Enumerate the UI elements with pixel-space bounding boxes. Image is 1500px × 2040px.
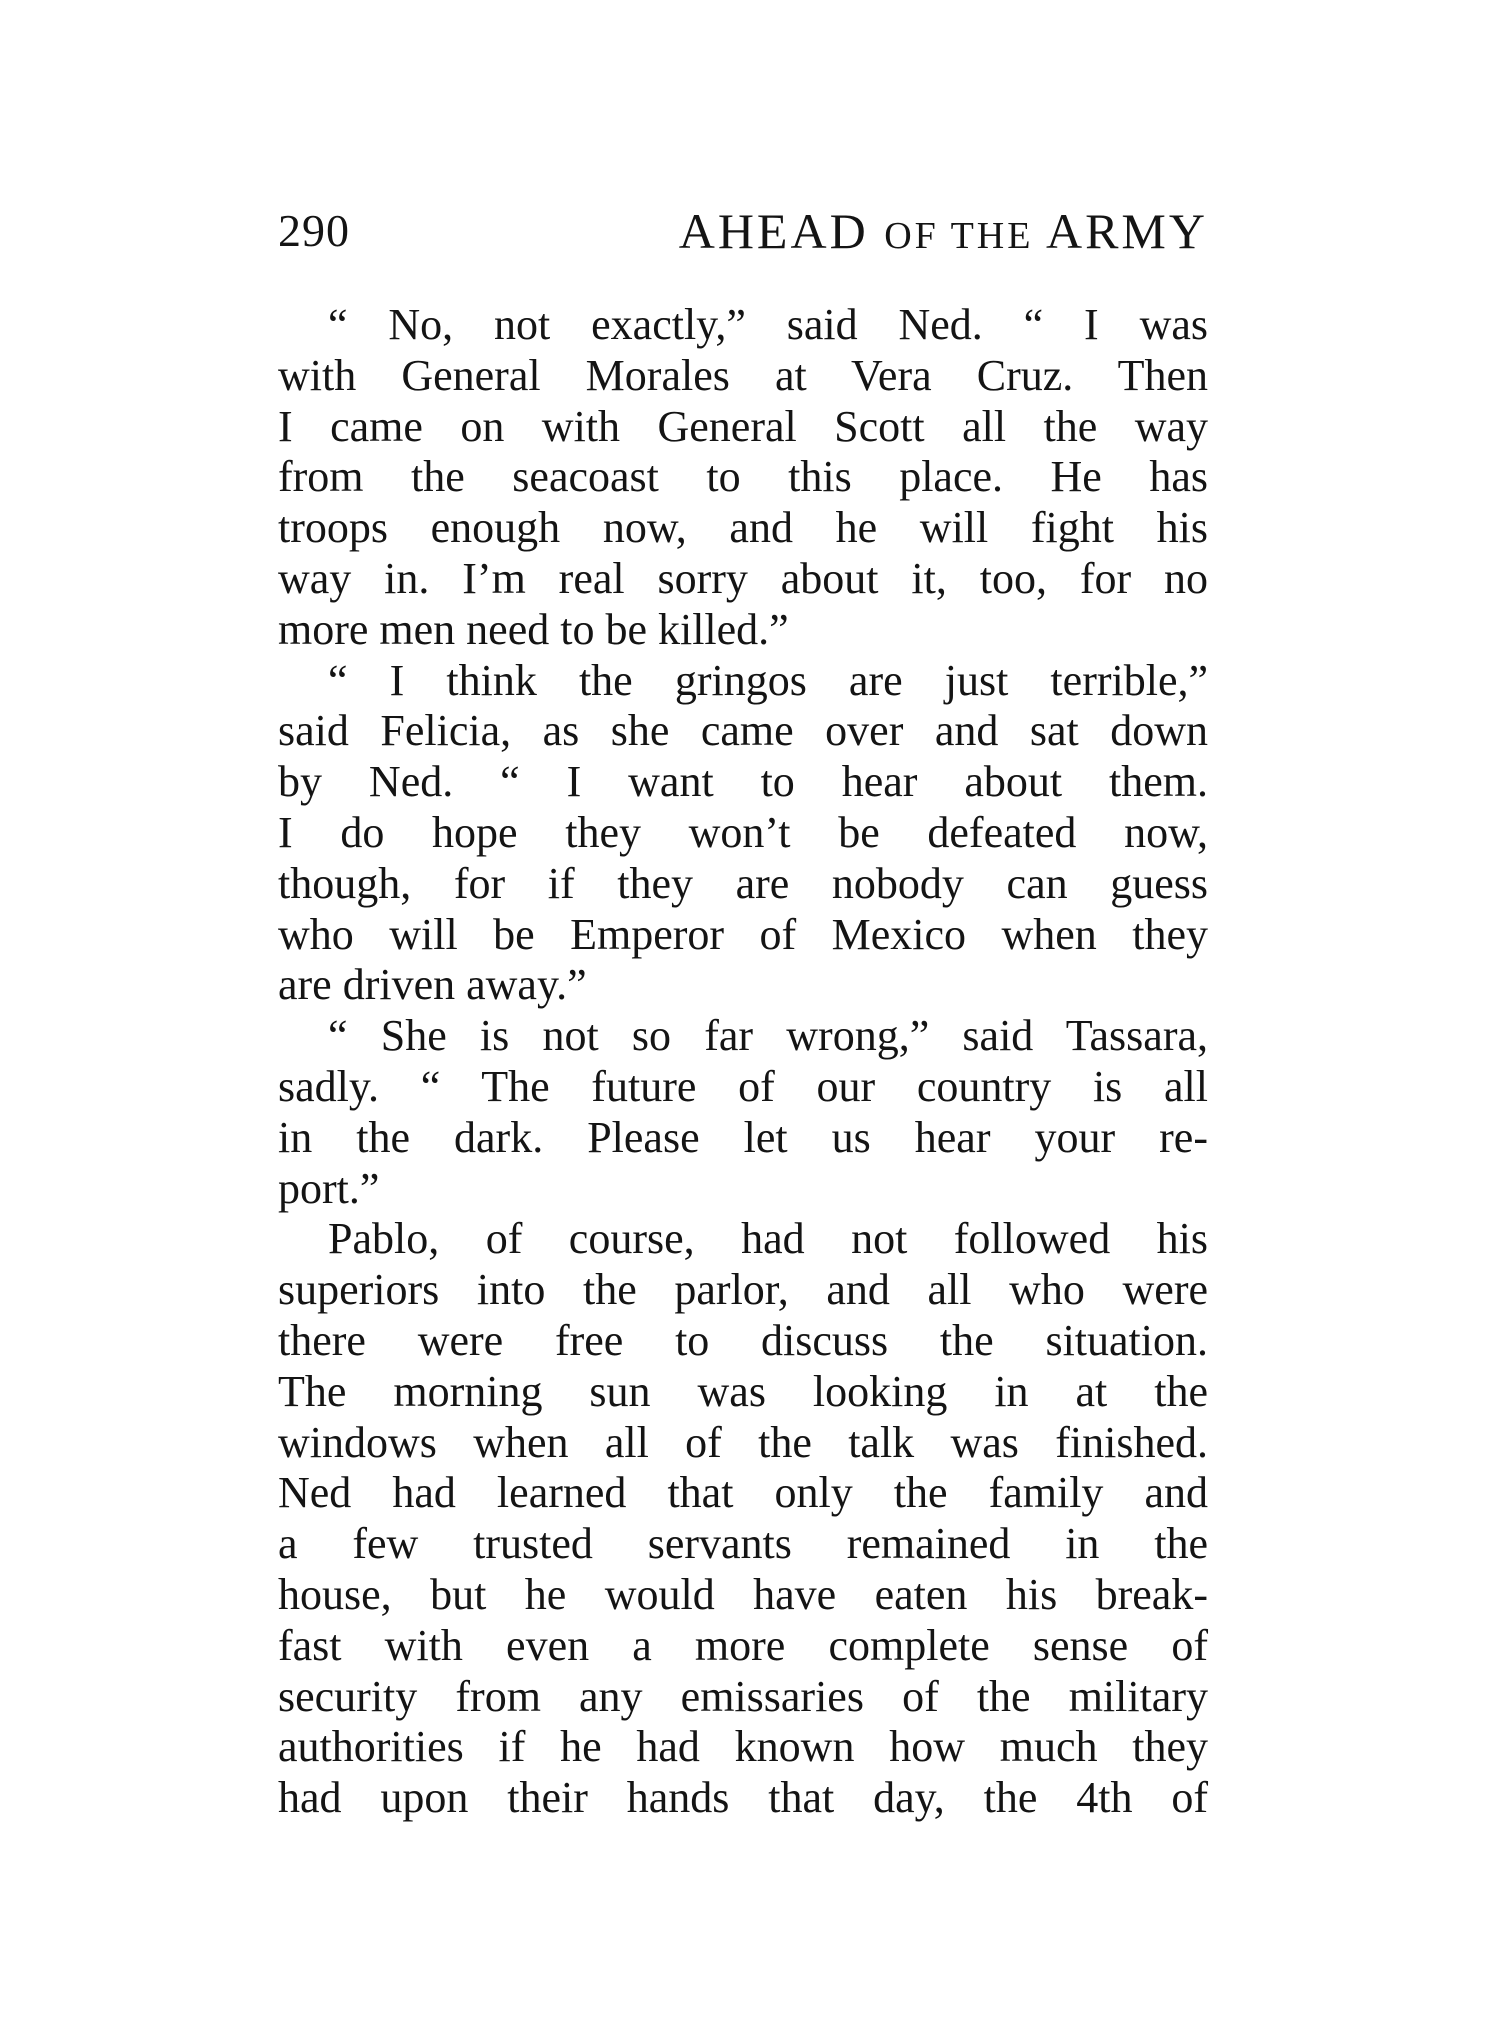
text-line: port.”	[278, 1163, 380, 1213]
paragraph	[278, 1011, 1208, 1214]
text-line: “ No, not exactly,” said Ned. “ I was	[328, 300, 1208, 349]
text-line: though, for if they are nobody can guess	[278, 858, 1208, 908]
paragraph	[278, 300, 1208, 656]
text-line: “ She is not so far wrong,” said Tassara,	[328, 1011, 1208, 1061]
text-line: authorities if he had known how much they	[278, 1722, 1208, 1772]
text-line: I came on with General Scott all the way	[278, 401, 1208, 451]
text-line: there were free to discuss the situation.	[278, 1315, 1208, 1365]
body-text	[278, 300, 1208, 1824]
text-line: sadly. “ The future of our country is all	[278, 1061, 1208, 1111]
text-line: in the dark. Please let us hear your re-	[278, 1112, 1208, 1162]
text-line: are driven away.”	[278, 960, 587, 1010]
text-line: way in. I’m real sorry about it, too, for no	[278, 553, 1208, 603]
text-line: house, but he would have eaten his break-	[278, 1569, 1208, 1619]
text-line: Ned had learned that only the family and	[278, 1468, 1208, 1518]
text-line: more men need to be killed.”	[278, 604, 789, 654]
text-line: with General Morales at Vera Cruz. Then	[278, 350, 1208, 400]
text-line: windows when all of the talk was finished.	[278, 1417, 1208, 1467]
text-line: “ I think the gringos are just terrible,”	[328, 655, 1208, 705]
text-line: superiors into the parlor, and all who were	[278, 1265, 1208, 1315]
title-words-of-the: OF THE	[884, 215, 1046, 257]
text-line: The morning sun was looking in at the	[278, 1366, 1208, 1416]
text-line: had upon their hands that day, the 4th of	[278, 1773, 1208, 1823]
text-line: fast with even a more complete sense of	[278, 1620, 1208, 1670]
text-line: security from any emissaries of the military	[278, 1671, 1208, 1721]
title-word-army: ARMY	[1045, 203, 1208, 259]
text-line: from the seacoast to this place. He has	[278, 452, 1208, 502]
text-line: I do hope they won’t be defeated now,	[278, 807, 1208, 857]
text-line: a few trusted servants remained in the	[278, 1519, 1208, 1569]
running-head	[278, 196, 1208, 266]
text-line: troops enough now, and he will fight his	[278, 503, 1208, 553]
text-line: who will be Emperor of Mexico when they	[278, 909, 1208, 959]
paragraph	[278, 1214, 1208, 1824]
running-title	[679, 196, 1208, 271]
text-line: Pablo, of course, had not followed his	[328, 1214, 1208, 1264]
paragraph	[278, 656, 1208, 1012]
text-line: said Felicia, as she came over and sat down	[278, 706, 1208, 756]
title-word-ahead: AHEAD	[678, 203, 885, 259]
text-line: by Ned. “ I want to hear about them.	[278, 757, 1208, 807]
page-number: 290	[278, 205, 350, 256]
